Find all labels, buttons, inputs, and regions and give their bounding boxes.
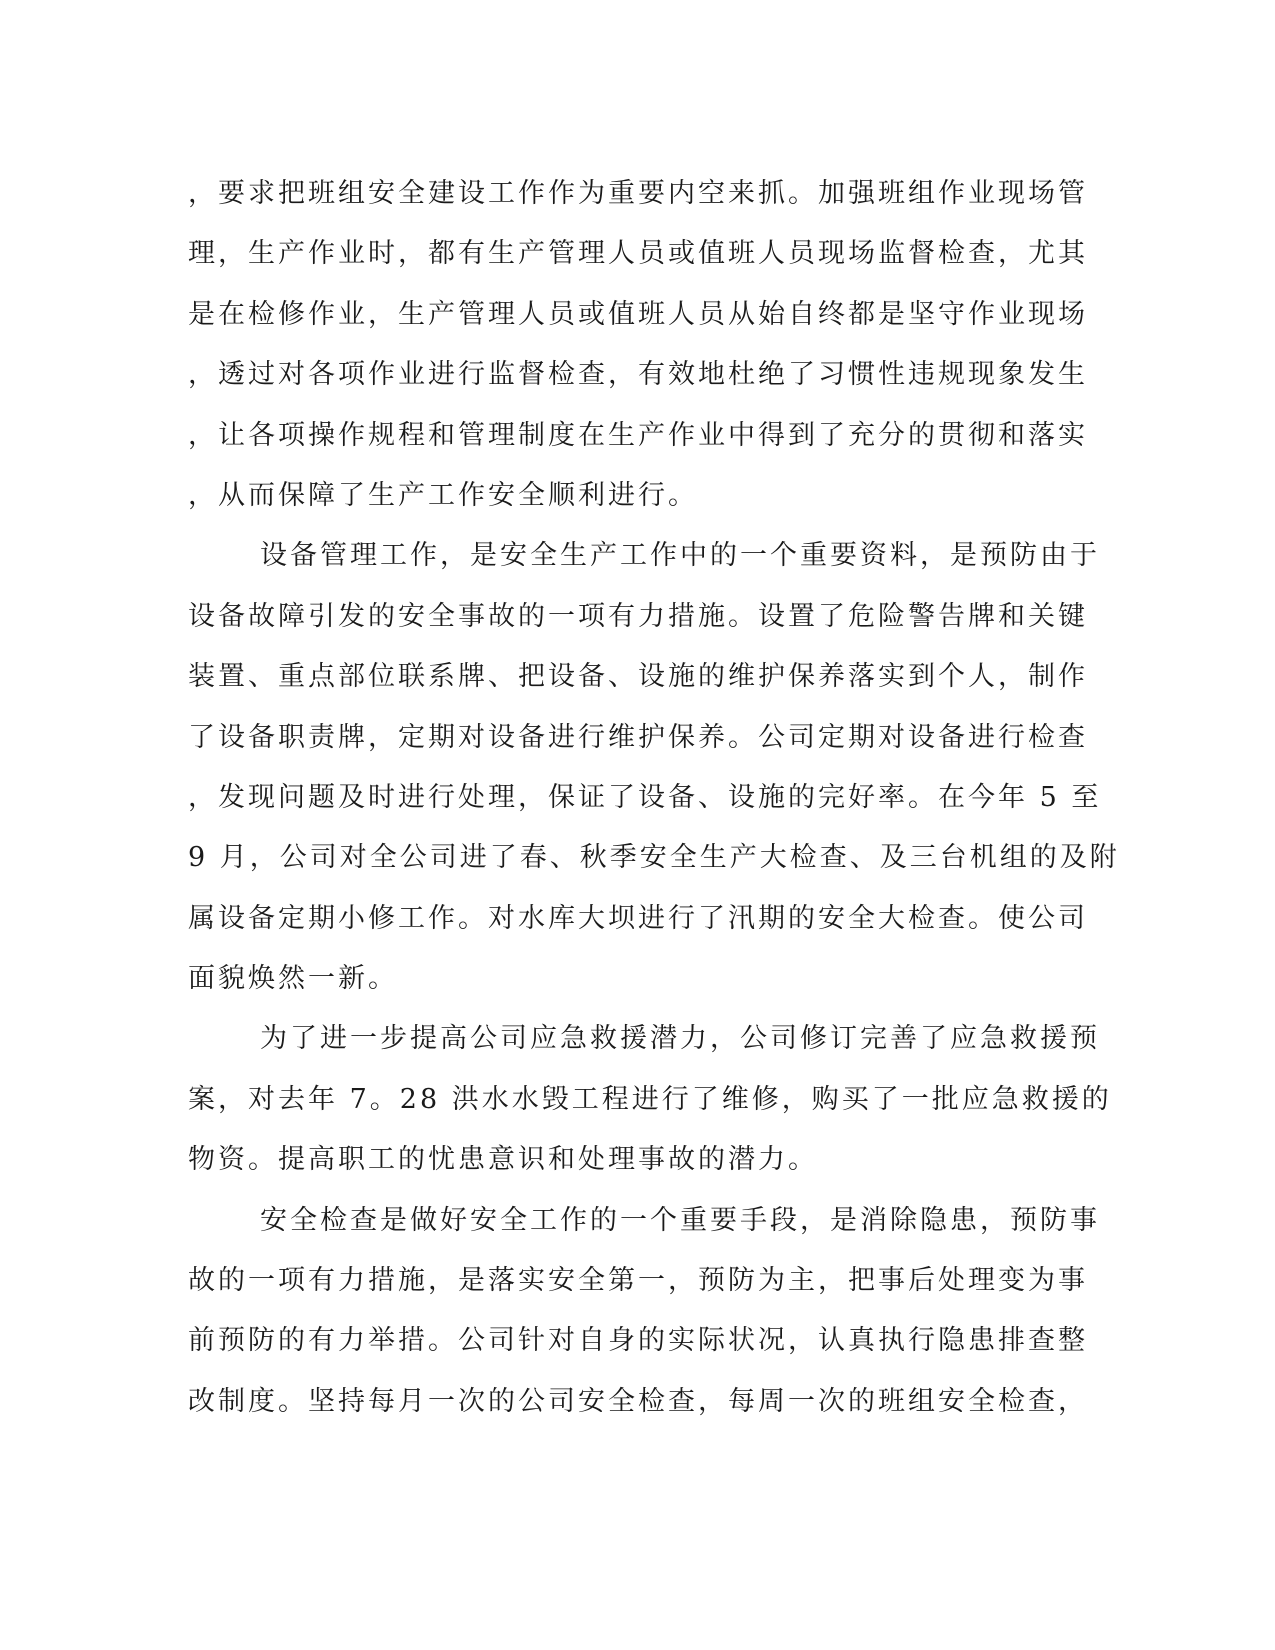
text-line: 装置、重点部位联系牌、把设备、设施的维护保养落实到个人，制作 bbox=[188, 661, 1088, 693]
text-line: 9 月，公司对全公司进了春、秋季安全生产大检查、及三台机组的及附 bbox=[188, 842, 1120, 874]
text-line: 故的一项有力措施，是落实安全第一，预防为主，把事后处理变为事 bbox=[188, 1265, 1088, 1297]
text-line: 改制度。坚持每月一次的公司安全检查，每周一次的班组安全检查， bbox=[188, 1385, 1088, 1417]
text-line: ，让各项操作规程和管理制度在生产作业中得到了充分的贯彻和落实 bbox=[188, 419, 1088, 451]
text-line: 面貌焕然一新。 bbox=[188, 963, 398, 995]
text-line-first: 为了进一步提高公司应急救援潜力，公司修订完善了应急救援预 bbox=[260, 1023, 1100, 1055]
text-line: 属设备定期小修工作。对水库大坝进行了汛期的安全大检查。使公司 bbox=[188, 902, 1088, 934]
text-line: 案，对去年 7。28 洪水水毁工程进行了维修，购买了一批应急救援的 bbox=[188, 1083, 1112, 1115]
body-text bbox=[188, 164, 1120, 1432]
text-line: 了设备职责牌，定期对设备进行维护保养。公司定期对设备进行检查 bbox=[188, 721, 1088, 753]
text-line: ，从而保障了生产工作安全顺利进行。 bbox=[188, 479, 698, 511]
text-line-first: 设备管理工作，是安全生产工作中的一个重要资料，是预防由于 bbox=[260, 540, 1100, 572]
text-line: 设备故障引发的安全事故的一项有力措施。设置了危险警告牌和关键 bbox=[188, 600, 1088, 632]
text-line: 前预防的有力举措。公司针对自身的实际状况，认真执行隐患排查整 bbox=[188, 1325, 1088, 1357]
text-line: ，要求把班组安全建设工作作为重要内空来抓。加强班组作业现场管 bbox=[188, 178, 1088, 209]
text-line: ，发现问题及时进行处理，保证了设备、设施的完好率。在今年 5 至 bbox=[188, 781, 1102, 813]
paragraph-equipment-management bbox=[188, 526, 1120, 1009]
text-line: 物资。提高职工的忧患意识和处理事故的潜力。 bbox=[188, 1144, 818, 1176]
text-line-first: 安全检查是做好安全工作的一个重要手段，是消除隐患，预防事 bbox=[260, 1204, 1100, 1236]
text-line: ，透过对各项作业进行监督检查，有效地杜绝了习惯性违规现象发生 bbox=[188, 359, 1088, 391]
text-line: 理，生产作业时，都有生产管理人员或值班人员现场监督检查，尤其 bbox=[188, 238, 1088, 270]
paragraph-safety-inspection bbox=[188, 1191, 1100, 1433]
paragraph-team-safety bbox=[188, 164, 1088, 526]
paragraph-emergency-rescue bbox=[188, 1009, 1112, 1190]
text-line: 是在检修作业，生产管理人员或值班人员从始自终都是坚守作业现场 bbox=[188, 298, 1088, 330]
